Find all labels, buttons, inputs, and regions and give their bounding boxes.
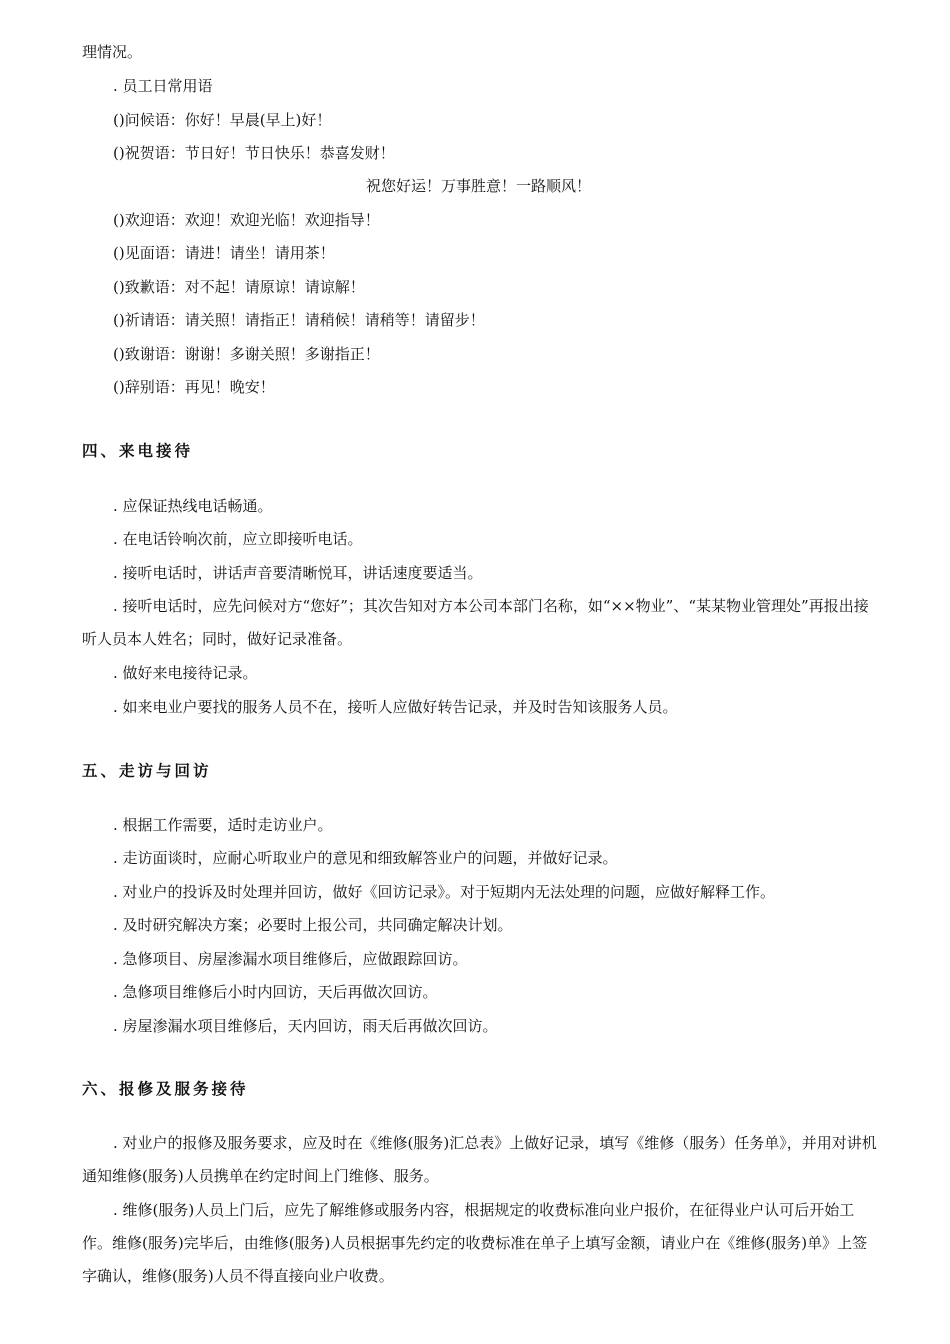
list-item-paragraph: . 维修(服务)人员上门后，应先了解维修或服务内容，根据规定的收费标准向业户报价，在征得业户认可后开始工作。维修(服务)完毕后，由维修(服务)人员根据事先约定的收费标准在单子上填写金额，请业户在《维修(服务)单》上签字确认，维修(服务)人员不得直接向业户收费。 — [82, 1201, 868, 1285]
list-item: . 应保证热线电话畅通。 — [113, 497, 273, 515]
section-heading-visits: 五、走访与回访 — [82, 762, 212, 780]
list-item: . 及时研究解决方案；必要时上报公司，共同确定解决计划。 — [113, 916, 513, 934]
greeting-item: ()祈请语：请关照！请指正！请稍候！请稍等！请留步！ — [113, 311, 485, 329]
section-heading-phone-reception: 四、来电接待 — [82, 442, 194, 460]
list-item: . 做好来电接待记录。 — [113, 664, 258, 682]
greetings-title: . 员工日常用语 — [113, 77, 213, 95]
greeting-item: ()祝贺语：节日好！节日快乐！恭喜发财！ — [113, 144, 395, 162]
greeting-item: ()致歉语：对不起！请原谅！请谅解！ — [113, 278, 365, 296]
greeting-item-continued: 祝您好运！万事胜意！一路顺风！ — [366, 177, 592, 195]
list-item: . 房屋渗漏水项目维修后，天内回访，雨天后再做次回访。 — [113, 1017, 498, 1035]
greeting-item: ()致谢语：谢谢！多谢关照！多谢指正！ — [113, 345, 380, 363]
list-item: . 走访面谈时，应耐心听取业户的意见和细致解答业户的问题，并做好记录。 — [113, 849, 618, 867]
intro-tail-text: 理情况。 — [82, 43, 143, 61]
list-item: . 如来电业户要找的服务人员不在，接听人应做好转告记录，并及时告知该服务人员。 — [113, 698, 678, 716]
list-item: . 急修项目、房屋渗漏水项目维修后，应做跟踪回访。 — [113, 950, 468, 968]
list-item-paragraph: . 对业户的报修及服务要求，应及时在《维修(服务)汇总表》上做好记录，填写《维修（服务）任务单》，并用对讲机通知维修(服务)人员携单在约定时间上门维修、服务。 — [82, 1134, 877, 1185]
greeting-item: ()问候语：你好！早晨(早上)好！ — [113, 111, 332, 129]
greeting-item: ()欢迎语：欢迎！欢迎光临！欢迎指导！ — [113, 211, 380, 229]
list-item: . 急修项目维修后小时内回访，天后再做次回访。 — [113, 983, 438, 1001]
section-heading-repair-service: 六、报修及服务接待 — [82, 1080, 249, 1098]
list-item: . 对业户的投诉及时处理并回访，做好《回访记录》。对于短期内无法处理的问题，应做好解释工作。 — [113, 883, 776, 901]
greeting-item: ()辞别语：再见！晚安！ — [113, 378, 275, 396]
list-item: . 根据工作需要，适时走访业户。 — [113, 816, 333, 834]
list-item: . 接听电话时，讲话声音要清晰悦耳，讲话速度要适当。 — [113, 564, 483, 582]
list-item-paragraph: . 接听电话时，应先问候对方“您好”；其次告知对方本公司本部门名称，如“××物业”、“某某物业管理处”再报出接听人员本人姓名；同时，做好记录准备。 — [82, 597, 869, 648]
greeting-item: ()见面语：请进！请坐！请用茶！ — [113, 244, 335, 262]
list-item: . 在电话铃响次前，应立即接听电话。 — [113, 530, 363, 548]
